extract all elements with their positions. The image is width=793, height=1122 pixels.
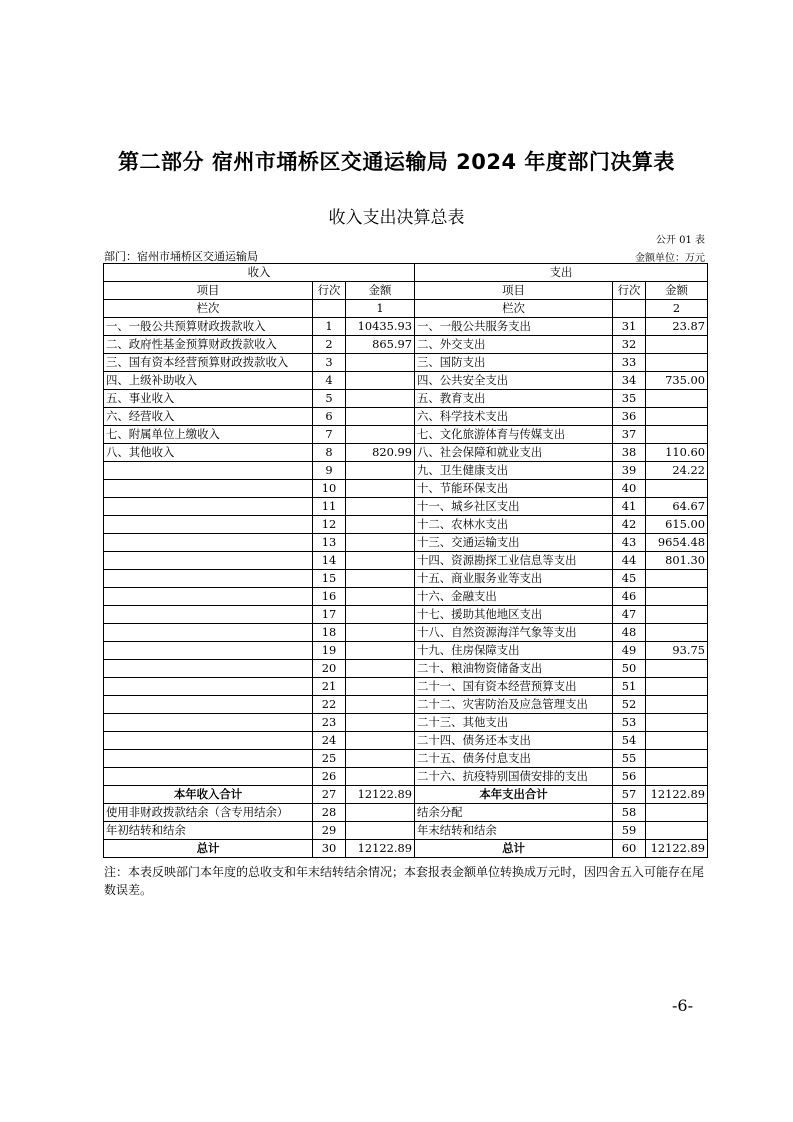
expense-row-no: 40 — [613, 480, 646, 498]
income-item — [104, 570, 313, 588]
income-amount — [346, 768, 415, 786]
expense-row-no: 54 — [613, 732, 646, 750]
income-amount — [346, 822, 415, 840]
expense-row-no: 34 — [613, 372, 646, 390]
expense-amount — [646, 768, 708, 786]
expense-item: 十、节能环保支出 — [415, 480, 613, 498]
expense-row-no: 33 — [613, 354, 646, 372]
expense-item: 年末结转和结余 — [415, 822, 613, 840]
header-row-columns — [104, 282, 708, 300]
table-row — [104, 732, 708, 750]
income-amount — [346, 570, 415, 588]
expense-row-no: 60 — [613, 840, 646, 858]
expense-row-no: 57 — [613, 786, 646, 804]
expense-item: 三、国防支出 — [415, 354, 613, 372]
expense-amount — [646, 660, 708, 678]
income-row-no: 6 — [313, 408, 346, 426]
income-amount — [346, 390, 415, 408]
income-item — [104, 534, 313, 552]
income-row-no: 21 — [313, 678, 346, 696]
expense-row-no: 52 — [613, 696, 646, 714]
table-row — [104, 462, 708, 480]
expense-amount — [646, 750, 708, 768]
income-amount: 12122.89 — [346, 786, 415, 804]
table-row — [104, 354, 708, 372]
expense-item: 十六、金融支出 — [415, 588, 613, 606]
expense-row-no: 38 — [613, 444, 646, 462]
income-item: 一、一般公共预算财政拨款收入 — [104, 318, 313, 336]
expense-amount: 23.87 — [646, 318, 708, 336]
table-row — [104, 408, 708, 426]
expense-item: 二十一、国有资本经营预算支出 — [415, 678, 613, 696]
table-row — [104, 714, 708, 732]
expense-amount — [646, 624, 708, 642]
expense-item: 十八、自然资源海洋气象等支出 — [415, 624, 613, 642]
income-row-no: 2 — [313, 336, 346, 354]
expense-amount — [646, 606, 708, 624]
income-amount-header: 金额 — [346, 282, 415, 300]
expense-item-header: 项目 — [415, 282, 613, 300]
income-amount — [346, 732, 415, 750]
expense-row-no: 58 — [613, 804, 646, 822]
expense-amount — [646, 480, 708, 498]
expense-row-no: 32 — [613, 336, 646, 354]
income-row-no: 30 — [313, 840, 346, 858]
income-row-no: 25 — [313, 750, 346, 768]
table-row — [104, 822, 708, 840]
expense-amount — [646, 714, 708, 732]
expense-amount: 735.00 — [646, 372, 708, 390]
empty-cell — [313, 300, 346, 318]
expense-amount: 24.22 — [646, 462, 708, 480]
income-item: 本年收入合计 — [104, 786, 313, 804]
expense-amount-header: 金额 — [646, 282, 708, 300]
expense-header: 支出 — [415, 264, 708, 282]
expense-amount: 9654.48 — [646, 534, 708, 552]
table-row — [104, 786, 708, 804]
income-row-no: 23 — [313, 714, 346, 732]
income-item: 四、上级补助收入 — [104, 372, 313, 390]
header-row-section — [104, 264, 708, 282]
income-item — [104, 696, 313, 714]
expense-row-no: 47 — [613, 606, 646, 624]
income-amount — [346, 696, 415, 714]
expense-item: 二十六、抗疫特别国债安排的支出 — [415, 768, 613, 786]
income-item — [104, 624, 313, 642]
income-row-no: 16 — [313, 588, 346, 606]
income-amount — [346, 660, 415, 678]
income-row-no: 4 — [313, 372, 346, 390]
income-item — [104, 588, 313, 606]
income-item-header: 项目 — [104, 282, 313, 300]
income-amount: 865.97 — [346, 336, 415, 354]
income-row-no: 28 — [313, 804, 346, 822]
table-row — [104, 498, 708, 516]
expense-item: 八、社会保障和就业支出 — [415, 444, 613, 462]
expense-col-index: 2 — [646, 300, 708, 318]
expense-row-no: 36 — [613, 408, 646, 426]
income-item — [104, 660, 313, 678]
expense-row-no: 41 — [613, 498, 646, 516]
expense-amount — [646, 354, 708, 372]
table-row — [104, 372, 708, 390]
table-row — [104, 480, 708, 498]
expense-item: 一、一般公共服务支出 — [415, 318, 613, 336]
income-item — [104, 750, 313, 768]
table-row — [104, 624, 708, 642]
expense-rowno-header: 行次 — [613, 282, 646, 300]
income-row-no: 24 — [313, 732, 346, 750]
expense-amount — [646, 696, 708, 714]
income-amount — [346, 426, 415, 444]
table-row — [104, 678, 708, 696]
income-item: 五、事业收入 — [104, 390, 313, 408]
income-row-no: 20 — [313, 660, 346, 678]
expense-item: 十四、资源勘探工业信息等支出 — [415, 552, 613, 570]
expense-row-no: 45 — [613, 570, 646, 588]
income-row-no: 15 — [313, 570, 346, 588]
expense-row-no: 31 — [613, 318, 646, 336]
table-row — [104, 804, 708, 822]
income-row-no: 3 — [313, 354, 346, 372]
income-row-no: 12 — [313, 516, 346, 534]
table-row — [104, 534, 708, 552]
expense-item: 二十三、其他支出 — [415, 714, 613, 732]
income-amount — [346, 498, 415, 516]
expense-item: 结余分配 — [415, 804, 613, 822]
income-item: 总计 — [104, 840, 313, 858]
table-row — [104, 426, 708, 444]
expense-row-no: 46 — [613, 588, 646, 606]
income-amount — [346, 354, 415, 372]
expense-amount — [646, 408, 708, 426]
expense-amount: 93.75 — [646, 642, 708, 660]
department-label: 部门：宿州市埇桥区交通运输局 — [104, 250, 258, 263]
expense-amount: 801.30 — [646, 552, 708, 570]
income-item — [104, 480, 313, 498]
income-row-no: 17 — [313, 606, 346, 624]
expense-row-no: 42 — [613, 516, 646, 534]
income-row-no: 22 — [313, 696, 346, 714]
income-item — [104, 606, 313, 624]
income-row-no: 19 — [313, 642, 346, 660]
budget-table — [103, 263, 708, 858]
empty-cell — [613, 300, 646, 318]
expense-row-no: 50 — [613, 660, 646, 678]
expense-item: 六、科学技术支出 — [415, 408, 613, 426]
table-row — [104, 390, 708, 408]
income-row-no: 7 — [313, 426, 346, 444]
expense-item: 十九、住房保障支出 — [415, 642, 613, 660]
unit-label: 金额单位：万元 — [635, 253, 705, 264]
table-row — [104, 570, 708, 588]
expense-row-no: 55 — [613, 750, 646, 768]
income-amount — [346, 516, 415, 534]
expense-amount — [646, 570, 708, 588]
expense-amount — [646, 822, 708, 840]
income-item: 七、附属单位上缴收入 — [104, 426, 313, 444]
income-amount — [346, 624, 415, 642]
income-amount: 820.99 — [346, 444, 415, 462]
income-amount — [346, 462, 415, 480]
expense-item: 五、教育支出 — [415, 390, 613, 408]
table-row — [104, 696, 708, 714]
expense-item: 七、文化旅游体育与传媒支出 — [415, 426, 613, 444]
expense-row-no: 51 — [613, 678, 646, 696]
income-row-no: 29 — [313, 822, 346, 840]
expense-item: 十七、援助其他地区支出 — [415, 606, 613, 624]
expense-amount — [646, 390, 708, 408]
income-amount — [346, 480, 415, 498]
income-row-no: 18 — [313, 624, 346, 642]
expense-amount — [646, 804, 708, 822]
table-row — [104, 606, 708, 624]
table-row — [104, 318, 708, 336]
footnote: 注：本表反映部门本年度的总收支和年末结转结余情况；本套报表金额单位转换成万元时，因四舍五入可能存在尾数误差。 — [104, 865, 705, 897]
income-row-no: 13 — [313, 534, 346, 552]
expense-row-no: 39 — [613, 462, 646, 480]
income-item: 三、国有资本经营预算财政拨款收入 — [104, 354, 313, 372]
expense-amount — [646, 732, 708, 750]
table-row — [104, 642, 708, 660]
income-item — [104, 516, 313, 534]
expense-item: 二十四、债务还本支出 — [415, 732, 613, 750]
expense-item: 十三、交通运输支出 — [415, 534, 613, 552]
income-item — [104, 768, 313, 786]
expense-item: 十二、农林水支出 — [415, 516, 613, 534]
income-item — [104, 498, 313, 516]
table-row — [104, 840, 708, 858]
income-rowno-header: 行次 — [313, 282, 346, 300]
income-amount: 10435.93 — [346, 318, 415, 336]
expense-row-no: 44 — [613, 552, 646, 570]
income-amount — [346, 714, 415, 732]
expense-amount: 12122.89 — [646, 840, 708, 858]
income-amount — [346, 552, 415, 570]
expense-amount — [646, 588, 708, 606]
income-item — [104, 642, 313, 660]
expense-item: 二十、粮油物资储备支出 — [415, 660, 613, 678]
table-row — [104, 750, 708, 768]
income-item: 年初结转和结余 — [104, 822, 313, 840]
income-amount — [346, 408, 415, 426]
income-amount — [346, 642, 415, 660]
expense-row-no: 59 — [613, 822, 646, 840]
income-col-label: 栏次 — [104, 300, 313, 318]
expense-item: 四、公共安全支出 — [415, 372, 613, 390]
header-row-colindex — [104, 300, 708, 318]
income-row-no: 11 — [313, 498, 346, 516]
expense-item: 本年支出合计 — [415, 786, 613, 804]
income-amount — [346, 534, 415, 552]
income-row-no: 8 — [313, 444, 346, 462]
table-tag: 公开 01 表 — [655, 235, 705, 246]
expense-row-no: 53 — [613, 714, 646, 732]
income-amount — [346, 678, 415, 696]
expense-amount: 64.67 — [646, 498, 708, 516]
income-item: 二、政府性基金预算财政拨款收入 — [104, 336, 313, 354]
expense-amount: 110.60 — [646, 444, 708, 462]
expense-item: 十一、城乡社区支出 — [415, 498, 613, 516]
income-item — [104, 552, 313, 570]
income-amount — [346, 750, 415, 768]
page-title: 第二部分 宿州市埇桥区交通运输局 2024 年度部门决算表 — [118, 150, 675, 174]
income-header: 收入 — [104, 264, 415, 282]
income-row-no: 1 — [313, 318, 346, 336]
income-row-no: 26 — [313, 768, 346, 786]
table-title: 收入支出决算总表 — [328, 208, 465, 228]
expense-row-no: 35 — [613, 390, 646, 408]
expense-item: 十五、商业服务业等支出 — [415, 570, 613, 588]
income-row-no: 5 — [313, 390, 346, 408]
income-item: 六、经营收入 — [104, 408, 313, 426]
expense-item: 二、外交支出 — [415, 336, 613, 354]
expense-amount: 615.00 — [646, 516, 708, 534]
income-item: 使用非财政拨款结余（含专用结余） — [104, 804, 313, 822]
expense-item: 二十五、债务付息支出 — [415, 750, 613, 768]
income-amount — [346, 588, 415, 606]
income-amount — [346, 804, 415, 822]
income-row-no: 27 — [313, 786, 346, 804]
income-amount: 12122.89 — [346, 840, 415, 858]
expense-item: 九、卫生健康支出 — [415, 462, 613, 480]
table-row — [104, 336, 708, 354]
expense-amount: 12122.89 — [646, 786, 708, 804]
table-row — [104, 768, 708, 786]
expense-row-no: 43 — [613, 534, 646, 552]
expense-row-no: 56 — [613, 768, 646, 786]
expense-amount — [646, 336, 708, 354]
income-amount — [346, 606, 415, 624]
income-row-no: 10 — [313, 480, 346, 498]
income-item — [104, 678, 313, 696]
expense-row-no: 48 — [613, 624, 646, 642]
expense-item: 总计 — [415, 840, 613, 858]
income-item — [104, 462, 313, 480]
income-amount — [346, 372, 415, 390]
expense-amount — [646, 426, 708, 444]
income-item — [104, 732, 313, 750]
table-row — [104, 444, 708, 462]
income-row-no: 9 — [313, 462, 346, 480]
expense-row-no: 37 — [613, 426, 646, 444]
table-row — [104, 552, 708, 570]
expense-item: 二十二、灾害防治及应急管理支出 — [415, 696, 613, 714]
expense-row-no: 49 — [613, 642, 646, 660]
income-col-index: 1 — [346, 300, 415, 318]
income-item: 八、其他收入 — [104, 444, 313, 462]
table-row — [104, 588, 708, 606]
income-item — [104, 714, 313, 732]
expense-amount — [646, 678, 708, 696]
table-row — [104, 660, 708, 678]
expense-col-label: 栏次 — [415, 300, 613, 318]
income-row-no: 14 — [313, 552, 346, 570]
page-number: -6- — [672, 996, 693, 1015]
table-row — [104, 516, 708, 534]
